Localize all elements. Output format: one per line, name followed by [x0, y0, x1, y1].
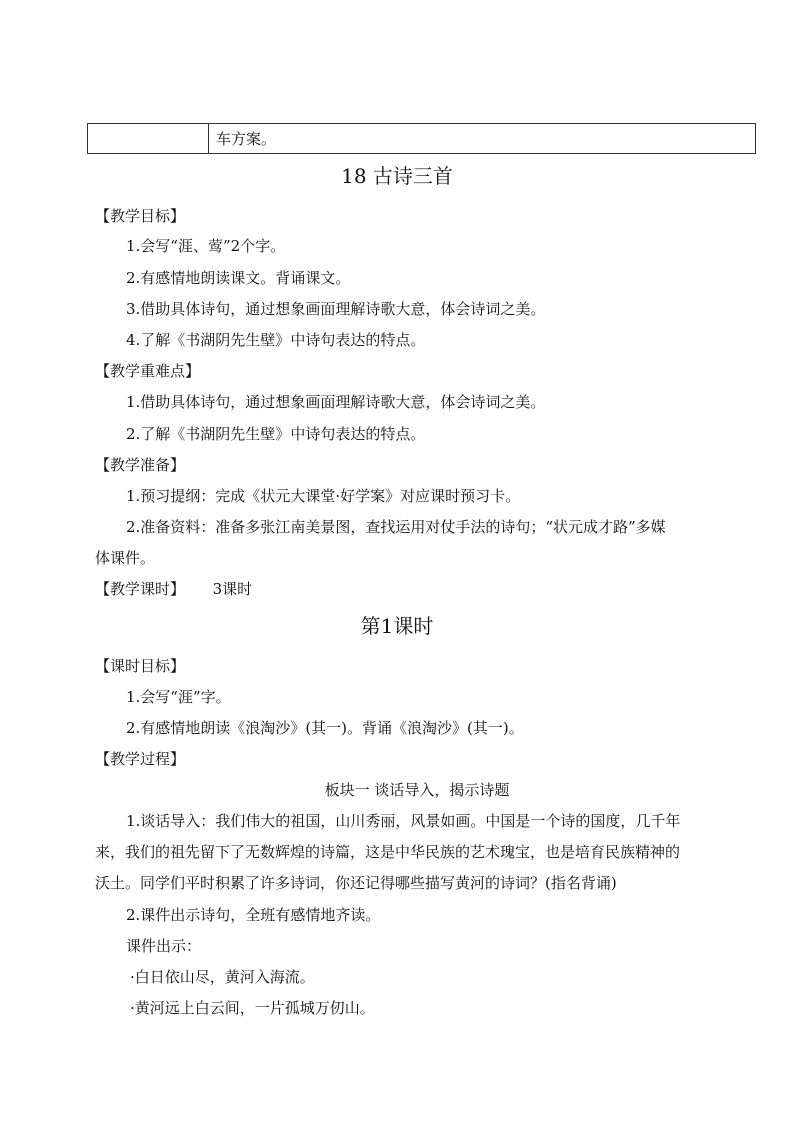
poem-line: ·黄河远上白云间，一片孤城万仞山。: [130, 999, 375, 1017]
hours-row: [95, 578, 252, 599]
goal-item: 2.有感情地朗读课文。背诵课文。: [126, 269, 351, 287]
paragraph-line: 沃土。同学们平时积累了许多诗词，你还记得哪些描写黄河的诗词？(指名背诵): [95, 874, 617, 892]
period-goal-item: 1.会写“涯”字。: [126, 688, 231, 706]
period-title: 第1课时: [360, 614, 434, 638]
key-point-item: 2.了解《书湖阴先生壁》中诗句表达的特点。: [126, 425, 426, 443]
goal-item: 4.了解《书湖阴先生壁》中诗句表达的特点。: [126, 331, 426, 349]
goals-heading: 【教学目标】: [95, 207, 186, 225]
preparation-item-continued: 体课件。: [95, 549, 156, 567]
goal-item: 1.会写“涯、莺”2个字。: [126, 237, 286, 255]
lesson-title: 18 古诗三首: [341, 164, 453, 188]
table-column-divider: [208, 124, 209, 153]
courseware-label: 课件出示：: [126, 937, 202, 955]
key-points-heading: 【教学重难点】: [95, 362, 201, 380]
paragraph-line: 1.谈话导入：我们伟大的祖国，山川秀丽，风景如画。中国是一个诗的国度，几千年: [126, 812, 681, 830]
table-cell-text: 车方案。: [216, 130, 277, 148]
key-point-item: 1.借助具体诗句，通过想象画面理解诗歌大意，体会诗词之美。: [126, 393, 546, 411]
process-heading: 【教学过程】: [95, 750, 186, 768]
poem-line: ·白日依山尽，黄河入海流。: [130, 968, 315, 986]
hours-heading: 【教学课时】: [95, 580, 186, 598]
preparation-heading: 【教学准备】: [95, 456, 186, 474]
table-fragment: [87, 123, 756, 154]
period-goal-item: 2.有感情地朗读《浪淘沙》(其一)。背诵《浪淘沙》(其一)。: [126, 719, 524, 737]
block-title: 板块一 谈话导入，揭示诗题: [324, 781, 510, 799]
preparation-item: 1.预习提纲：完成《状元大课堂·好学案》对应课时预习卡。: [126, 487, 521, 505]
period-goals-heading: 【课时目标】: [95, 657, 186, 675]
hours-value: 3课时: [212, 580, 253, 598]
step-2-text: 2.课件出示诗句，全班有感情地齐读。: [126, 906, 381, 924]
paragraph-line: 来，我们的祖先留下了无数辉煌的诗篇，这是中华民族的艺术瑰宝，也是培育民族精神的: [95, 843, 681, 861]
goal-item: 3.借助具体诗句，通过想象画面理解诗歌大意，体会诗词之美。: [126, 300, 546, 318]
preparation-item: 2.准备资料：准备多张江南美景图，查找运用对仗手法的诗句；“状元成才路”多媒: [126, 518, 666, 536]
